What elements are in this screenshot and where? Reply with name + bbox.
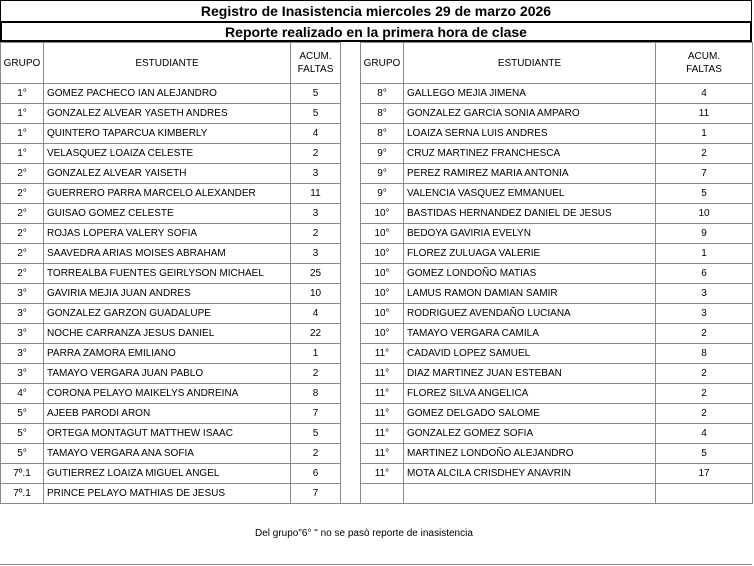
right-group-cell: 11° (361, 404, 404, 424)
table-row (1, 344, 753, 364)
table-row (1, 244, 753, 264)
right-student-cell: TAMAYO VERGARA CAMILA (404, 324, 656, 344)
left-group-cell: 7º.1 (1, 484, 44, 504)
right-faltas-cell: 2 (656, 144, 753, 164)
column-gap (341, 324, 361, 344)
table-row (1, 464, 753, 484)
left-group-cell: 2° (1, 244, 44, 264)
left-faltas-cell: 3 (291, 204, 341, 224)
column-gap (341, 84, 361, 104)
right-faltas-cell: 8 (656, 344, 753, 364)
table-row (1, 264, 753, 284)
left-group-cell: 3° (1, 304, 44, 324)
column-gap (341, 364, 361, 384)
right-group-cell: 11° (361, 364, 404, 384)
right-group-cell: 9° (361, 144, 404, 164)
right-group-cell: 10° (361, 304, 404, 324)
table-row (1, 164, 753, 184)
left-group-cell: 2° (1, 204, 44, 224)
right-group-cell: 9° (361, 184, 404, 204)
column-gap (341, 144, 361, 164)
right-student-cell: FLOREZ SILVA ANGELICA (404, 384, 656, 404)
right-faltas-cell: 6 (656, 264, 753, 284)
right-group-cell: 11° (361, 384, 404, 404)
right-student-cell: DIAZ MARTINEZ JUAN ESTEBAN (404, 364, 656, 384)
right-student-cell: RODRIGUEZ AVENDAÑO LUCIANA (404, 304, 656, 324)
left-group-cell: 2° (1, 164, 44, 184)
faltas-header-line1: ACUM. (687, 51, 721, 62)
left-faltas-cell: 4 (291, 124, 341, 144)
left-faltas-cell: 2 (291, 444, 341, 464)
column-gap (341, 164, 361, 184)
right-group-cell (361, 484, 404, 504)
left-faltas-cell: 5 (291, 84, 341, 104)
table-row (1, 384, 753, 404)
right-group-cell: 10° (361, 244, 404, 264)
left-group-cell: 4° (1, 384, 44, 404)
left-faltas-cell: 5 (291, 104, 341, 124)
report-title: Registro de Inasistencia miercoles 29 de marzo 2026 (0, 0, 752, 21)
right-faltas-cell: 3 (656, 304, 753, 324)
left-faltas-cell: 25 (291, 264, 341, 284)
right-student-cell: BASTIDAS HERNANDEZ DANIEL DE JESUS (404, 204, 656, 224)
column-gap (341, 224, 361, 244)
right-student-cell: CRUZ MARTINEZ FRANCHESCA (404, 144, 656, 164)
left-faltas-cell: 3 (291, 244, 341, 264)
right-faltas-cell: 2 (656, 364, 753, 384)
right-group-cell: 11° (361, 344, 404, 364)
left-faltas-cell: 11 (291, 184, 341, 204)
left-student-cell: AJEEB PARODI ARON (44, 404, 291, 424)
left-student-cell: GUTIERREZ LOAIZA MIGUEL ANGEL (44, 464, 291, 484)
right-group-cell: 10° (361, 284, 404, 304)
right-group-cell: 8° (361, 104, 404, 124)
left-student-cell: GONZALEZ ALVEAR YAISETH (44, 164, 291, 184)
right-student-cell (404, 484, 656, 504)
column-gap (341, 384, 361, 404)
column-gap (341, 404, 361, 424)
right-faltas-cell: 3 (656, 284, 753, 304)
faltas-header-line2: FALTAS (686, 64, 722, 75)
column-gap (341, 304, 361, 324)
column-gap (341, 464, 361, 484)
right-faltas-cell: 7 (656, 164, 753, 184)
right-student-cell: LAMUS RAMON DAMIAN SAMIR (404, 284, 656, 304)
right-faltas-cell: 4 (656, 424, 753, 444)
table-row (1, 304, 753, 324)
left-faltas-cell: 7 (291, 484, 341, 504)
report-subtitle: Reporte realizado en la primera hora de clase (0, 21, 752, 42)
left-group-cell: 1° (1, 104, 44, 124)
right-faltas-cell: 2 (656, 384, 753, 404)
right-group-cell: 11° (361, 464, 404, 484)
right-student-cell: LOAIZA SERNA LUIS ANDRES (404, 124, 656, 144)
left-group-cell: 2° (1, 264, 44, 284)
column-gap (341, 124, 361, 144)
left-student-cell: CORONA PELAYO MAIKELYS ANDREINA (44, 384, 291, 404)
left-student-cell: ORTEGA MONTAGUT MATTHEW ISAAC (44, 424, 291, 444)
right-student-cell: MARTINEZ LONDOÑO ALEJANDRO (404, 444, 656, 464)
left-faltas-cell: 8 (291, 384, 341, 404)
right-group-cell: 10° (361, 204, 404, 224)
column-gap (341, 104, 361, 124)
column-gap (341, 184, 361, 204)
right-faltas-cell: 5 (656, 184, 753, 204)
right-faltas-cell: 1 (656, 244, 753, 264)
table-row (1, 364, 753, 384)
footer-note: Del grupo"6° " no se pasò reporte de inasistencia (255, 528, 473, 539)
right-student-cell: GONZALEZ GARCIA SONIA AMPARO (404, 104, 656, 124)
left-group-cell: 3° (1, 364, 44, 384)
table-row (1, 184, 753, 204)
right-faltas-cell: 9 (656, 224, 753, 244)
left-student-cell: TAMAYO VERGARA ANA SOFIA (44, 444, 291, 464)
left-student-cell: GONZALEZ GARZON GUADALUPE (44, 304, 291, 324)
right-student-cell: CADAVID LOPEZ SAMUEL (404, 344, 656, 364)
right-faltas-cell: 5 (656, 444, 753, 464)
left-group-cell: 1° (1, 144, 44, 164)
left-student-cell: GONZALEZ ALVEAR YASETH ANDRES (44, 104, 291, 124)
left-faltas-cell: 22 (291, 324, 341, 344)
left-faltas-cell: 2 (291, 144, 341, 164)
left-student-cell: SAAVEDRA ARIAS MOISES ABRAHAM (44, 244, 291, 264)
table-row (1, 84, 753, 104)
column-gap (341, 284, 361, 304)
right-group-cell: 11° (361, 424, 404, 444)
table-row (1, 224, 753, 244)
left-faltas-header (291, 43, 341, 84)
right-group-cell: 9° (361, 164, 404, 184)
left-student-cell: TORREALBA FUENTES GEIRLYSON MICHAEL (44, 264, 291, 284)
table-row (1, 144, 753, 164)
left-group-cell: 3° (1, 344, 44, 364)
left-faltas-cell: 2 (291, 364, 341, 384)
left-group-cell: 1° (1, 124, 44, 144)
left-faltas-cell: 6 (291, 464, 341, 484)
table-row (1, 404, 753, 424)
right-student-cell: VALENCIA VASQUEZ EMMANUEL (404, 184, 656, 204)
left-student-cell: GUERRERO PARRA MARCELO ALEXANDER (44, 184, 291, 204)
column-gap (341, 424, 361, 444)
right-faltas-cell: 1 (656, 124, 753, 144)
left-student-header: ESTUDIANTE (44, 43, 291, 84)
left-group-cell: 2° (1, 224, 44, 244)
right-student-cell: GOMEZ LONDOÑO MATIAS (404, 264, 656, 284)
column-gap (341, 264, 361, 284)
column-gap (341, 444, 361, 464)
left-student-cell: VELASQUEZ LOAIZA CELESTE (44, 144, 291, 164)
right-group-cell: 10° (361, 224, 404, 244)
right-faltas-header (656, 43, 753, 84)
left-faltas-cell: 3 (291, 164, 341, 184)
table-row (1, 324, 753, 344)
table-row (1, 484, 753, 504)
left-student-cell: GUISAO GOMEZ CELESTE (44, 204, 291, 224)
left-group-cell: 5° (1, 404, 44, 424)
right-group-cell: 10° (361, 264, 404, 284)
right-student-cell: PEREZ RAMIREZ MARIA ANTONIA (404, 164, 656, 184)
left-faltas-cell: 5 (291, 424, 341, 444)
right-student-cell: GALLEGO MEJIA JIMENA (404, 84, 656, 104)
left-group-cell: 5° (1, 424, 44, 444)
left-group-cell: 2° (1, 184, 44, 204)
right-student-cell: GONZALEZ GOMEZ SOFIA (404, 424, 656, 444)
left-group-cell: 1° (1, 84, 44, 104)
right-student-cell: MOTA ALCILA CRISDHEY ANAVRIN (404, 464, 656, 484)
sheet-bottom-border (0, 564, 752, 565)
left-student-cell: TAMAYO VERGARA JUAN PABLO (44, 364, 291, 384)
left-student-cell: ROJAS LOPERA VALERY SOFIA (44, 224, 291, 244)
table-row (1, 424, 753, 444)
right-faltas-cell: 11 (656, 104, 753, 124)
right-faltas-cell: 10 (656, 204, 753, 224)
table-row (1, 444, 753, 464)
left-group-header: GRUPO (1, 43, 44, 84)
left-group-cell: 3° (1, 324, 44, 344)
attendance-table (0, 42, 753, 504)
table-header-row (1, 43, 753, 84)
table-row (1, 284, 753, 304)
right-faltas-cell: 4 (656, 84, 753, 104)
column-gap (341, 344, 361, 364)
right-student-cell: FLOREZ ZULUAGA VALERIE (404, 244, 656, 264)
footer-divider (0, 503, 752, 504)
table-row (1, 204, 753, 224)
left-faltas-cell: 1 (291, 344, 341, 364)
right-group-cell: 11° (361, 444, 404, 464)
column-gap (341, 204, 361, 224)
right-student-header: ESTUDIANTE (404, 43, 656, 84)
table-row (1, 124, 753, 144)
left-group-cell: 5° (1, 444, 44, 464)
right-faltas-cell: 2 (656, 324, 753, 344)
column-gap (341, 244, 361, 264)
right-group-cell: 10° (361, 324, 404, 344)
left-student-cell: QUINTERO TAPARCUA KIMBERLY (44, 124, 291, 144)
faltas-header-line1: ACUM. (299, 51, 332, 62)
right-group-cell: 8° (361, 84, 404, 104)
left-group-cell: 3° (1, 284, 44, 304)
right-student-cell: GOMEZ DELGADO SALOME (404, 404, 656, 424)
column-gap (341, 484, 361, 504)
right-group-header: GRUPO (361, 43, 404, 84)
left-student-cell: PARRA ZAMORA EMILIANO (44, 344, 291, 364)
left-student-cell: GAVIRIA MEJIA JUAN ANDRES (44, 284, 291, 304)
table-row (1, 104, 753, 124)
right-student-cell: BEDOYA GAVIRIA EVELYN (404, 224, 656, 244)
right-group-cell: 8° (361, 124, 404, 144)
right-faltas-cell: 2 (656, 404, 753, 424)
column-gap (341, 43, 361, 84)
left-student-cell: GOMEZ PACHECO IAN ALEJANDRO (44, 84, 291, 104)
left-faltas-cell: 7 (291, 404, 341, 424)
left-faltas-cell: 2 (291, 224, 341, 244)
left-student-cell: PRINCE PELAYO MATHIAS DE JESUS (44, 484, 291, 504)
faltas-header-line2: FALTAS (297, 64, 334, 75)
right-faltas-cell: 17 (656, 464, 753, 484)
left-faltas-cell: 4 (291, 304, 341, 324)
left-group-cell: 7º.1 (1, 464, 44, 484)
left-faltas-cell: 10 (291, 284, 341, 304)
left-student-cell: NOCHE CARRANZA JESUS DANIEL (44, 324, 291, 344)
right-faltas-cell (656, 484, 753, 504)
